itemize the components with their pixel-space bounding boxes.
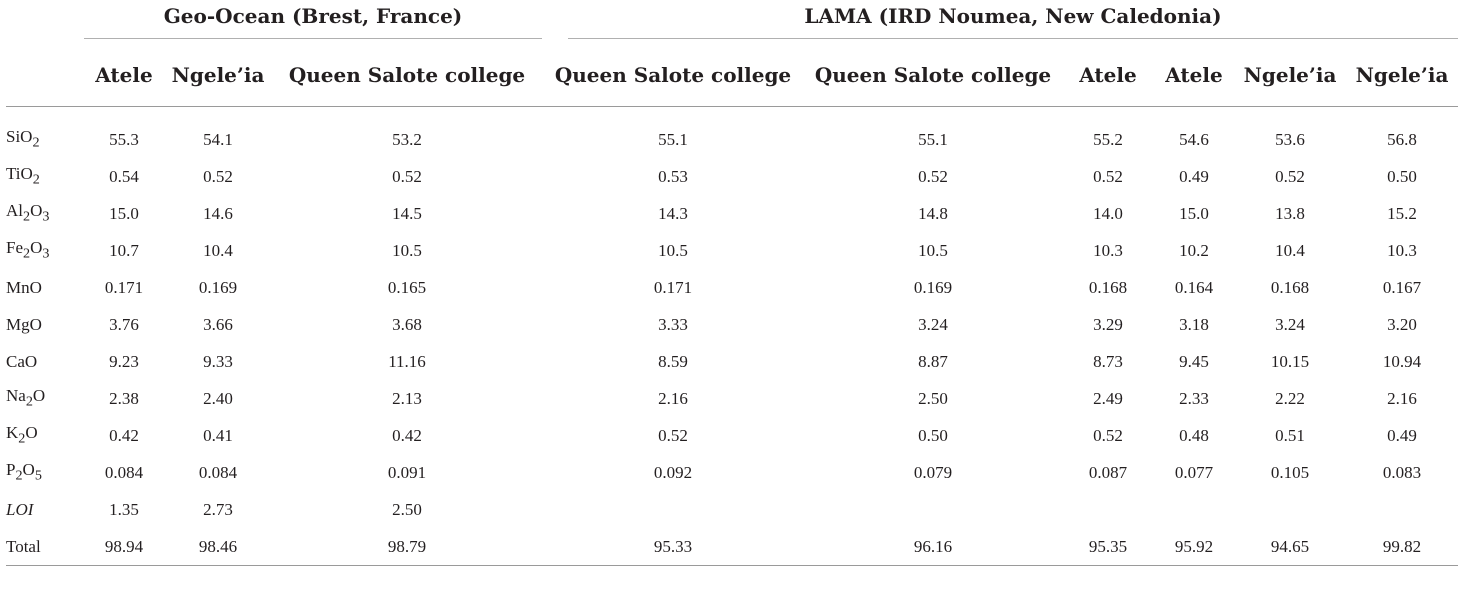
row-label: $P_2O_5$ [6,460,42,484]
table-cell: 10.5 [658,240,688,260]
table-cell: 0.169 [913,277,953,297]
table-cell [1234,491,1346,528]
table-cell: 0.50 [918,425,948,445]
row-label: $K_2O$ [6,423,38,447]
table-row [6,306,1458,343]
table-cell: 10.3 [1093,240,1123,260]
row-label: $Fe_2O_3$ [6,238,50,262]
row-label: $Al_2O_3$ [6,201,50,225]
table-cell: 0.077 [1174,462,1214,482]
table-row [6,121,1458,158]
table-cell: 0.164 [1174,277,1214,297]
table-cell [1154,491,1234,528]
table-cell: 0.54 [109,166,139,186]
table-cell: 55.3 [109,129,139,149]
table-cell: 0.52 [1093,166,1123,186]
table-cell: 3.24 [1275,314,1305,334]
geochemistry-table [6,0,1458,566]
table-cell: 0.091 [387,462,427,482]
column-header-row [6,44,1458,107]
table-row [6,491,1458,528]
table-row [6,158,1458,195]
table-cell: 3.20 [1387,314,1417,334]
table-cell: 14.0 [1093,203,1123,223]
table-cell: 0.50 [1387,166,1417,186]
table-cell: 98.94 [84,528,164,566]
table-cell [1062,491,1154,528]
table-cell: 14.6 [203,203,233,223]
row-label: MnO [6,277,42,297]
column-header: Ngele’ia [1234,44,1346,107]
table-cell: 1.35 [109,499,139,519]
table-cell: 55.2 [1093,129,1123,149]
table-row [6,380,1458,417]
table-cell: 0.087 [1088,462,1128,482]
table-cell: 0.165 [387,277,427,297]
group-header-lama: LAMA (IRD Noumea, New Caledonia) [542,0,1458,44]
table-cell: 10.15 [1270,351,1310,371]
table-cell [1346,491,1458,528]
table-row [6,454,1458,491]
table-cell: 0.52 [392,166,422,186]
table-cell: 10.4 [203,240,233,260]
table-row [6,195,1458,232]
column-header: Queen Salote college [542,44,804,107]
table-cell: 0.52 [918,166,948,186]
row-label: MgO [6,314,42,334]
table-cell: 0.42 [392,425,422,445]
table-cell: 14.3 [658,203,688,223]
table-cell: 0.168 [1088,277,1128,297]
row-label: TiO$_2$ [6,164,40,188]
table-cell: 0.49 [1387,425,1417,445]
table-cell: 3.29 [1093,314,1123,334]
table-cell: 2.73 [203,499,233,519]
table-cell: 0.169 [198,277,238,297]
table-cell: 0.49 [1179,166,1209,186]
table-cell: 2.40 [203,388,233,408]
table-cell: 15.0 [1179,203,1209,223]
table-cell: 10.7 [109,240,139,260]
column-header: Atele [1062,44,1154,107]
table-cell: 8.87 [918,351,948,371]
group-header-geo-ocean: Geo-Ocean (Brest, France) [84,0,542,44]
table-cell: 2.50 [392,499,422,519]
table-cell: 11.16 [388,351,426,371]
table-cell: 53.2 [392,129,422,149]
table-cell: 56.8 [1387,129,1417,149]
table-cell: 2.22 [1275,388,1305,408]
table-cell: 2.13 [392,388,422,408]
table-cell: 55.1 [658,129,688,149]
table-cell: 2.16 [1387,388,1417,408]
table-body [6,107,1458,566]
column-header: Ngele’ia [1346,44,1458,107]
table-cell: 0.48 [1179,425,1209,445]
table-cell: 2.33 [1179,388,1209,408]
table-cell: 2.50 [918,388,948,408]
table-cell: 95.92 [1154,528,1234,566]
table-cell: 96.16 [804,528,1062,566]
column-header: Queen Salote college [804,44,1062,107]
table-cell: 54.6 [1179,129,1209,149]
table-cell: 98.46 [164,528,272,566]
table-cell: 0.092 [653,462,693,482]
table-cell: 0.41 [203,425,233,445]
row-label: Total [6,528,84,566]
table-cell: 94.65 [1234,528,1346,566]
column-header: Ngele’ia [164,44,272,107]
row-label: LOI [6,499,34,519]
table-cell: 55.1 [918,129,948,149]
table-cell: 3.18 [1179,314,1209,334]
table-cell: 0.168 [1270,277,1310,297]
table-cell: 0.105 [1270,462,1310,482]
table-cell: 0.083 [1382,462,1422,482]
table-cell: 0.51 [1275,425,1305,445]
table-cell: 0.42 [109,425,139,445]
table-cell [542,491,804,528]
table-cell: 3.33 [658,314,688,334]
table-cell: 9.33 [203,351,233,371]
table-cell [804,491,1062,528]
table-cell: 0.52 [1275,166,1305,186]
table-cell: 14.8 [918,203,948,223]
table-cell: 2.16 [658,388,688,408]
table-cell: 0.079 [913,462,953,482]
table-cell: 10.94 [1382,351,1422,371]
group-header-row [6,0,1458,44]
column-header: Atele [1154,44,1234,107]
table-cell: 0.084 [198,462,238,482]
table-cell: 0.084 [104,462,144,482]
table-row [6,269,1458,306]
table-cell: 0.52 [658,425,688,445]
table-cell: 95.33 [542,528,804,566]
table-row [6,528,1458,566]
table-cell: 2.49 [1093,388,1123,408]
table-cell: 98.79 [272,528,542,566]
table-cell: 9.45 [1179,351,1209,371]
table-cell: 0.52 [203,166,233,186]
column-header: Queen Salote college [272,44,542,107]
row-label: $Na_2O$ [6,386,46,410]
table-cell: 0.167 [1382,277,1422,297]
table-row [6,343,1458,380]
table-cell: 14.5 [392,203,422,223]
table-cell: 95.35 [1062,528,1154,566]
table-cell: 10.4 [1275,240,1305,260]
table-cell: 13.8 [1275,203,1305,223]
table-cell: 10.5 [392,240,422,260]
table-cell: 15.0 [109,203,139,223]
row-label: SiO$_2$ [6,127,40,151]
table-cell: 2.38 [109,388,139,408]
table-cell: 0.53 [658,166,688,186]
table-row [6,232,1458,269]
table-cell: 3.76 [109,314,139,334]
table-cell: 0.171 [104,277,144,297]
table-cell: 3.68 [392,314,422,334]
table-cell: 99.82 [1346,528,1458,566]
row-label: CaO [6,351,38,371]
column-header: Atele [84,44,164,107]
table-cell: 10.3 [1387,240,1417,260]
table-row [6,417,1458,454]
table-cell: 3.24 [918,314,948,334]
table-cell: 15.2 [1387,203,1417,223]
table-cell: 53.6 [1275,129,1305,149]
table-cell: 54.1 [203,129,233,149]
table-cell: 8.59 [658,351,688,371]
table-cell: 3.66 [203,314,233,334]
table-cell: 10.5 [918,240,948,260]
table-cell: 0.52 [1093,425,1123,445]
table-cell: 8.73 [1093,351,1123,371]
table-cell: 9.23 [109,351,139,371]
table-cell: 0.171 [653,277,693,297]
table-cell: 10.2 [1179,240,1209,260]
